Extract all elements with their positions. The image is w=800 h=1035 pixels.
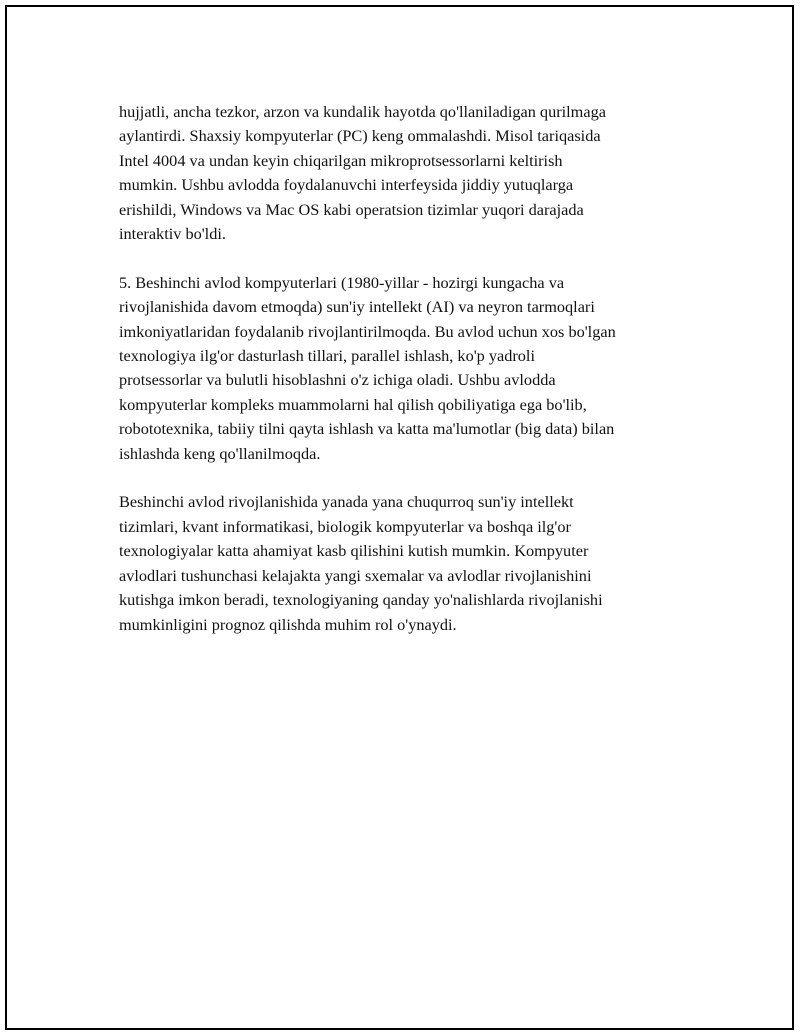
document-body [119, 100, 709, 661]
paragraph-fifth-generation: 5. Beshinchi avlod kompyuterlari (1980-yillar - hozirgi kungacha va rivojlanishida davom etmoqda) sun'iy intellekt (AI) va neyron tarmoqlari imkoniyatlaridan foydalanib rivojlantirilmoqda. Bu avlod uchun xos bo'lgan texnologiya ilg'or dasturlash tillari, parallel ishlash, ko'p yadroli protsessorlar va bulutli hisoblashni o'z ichiga oladi. Ushbu avlodda kompyuterlar kompleks muammolarni hal qilish qobiliyatiga ega bo'lib, robototexnika, tabiiy tilni qayta ishlash va katta ma'lumotlar (big data) bilan ishlashda keng qo'llanilmoqda. [119, 272, 616, 463]
paragraph-future-outlook: Beshinchi avlod rivojlanishida yanada yana chuqurroq sun'iy intellekt tizimlari, kvant informatikasi, biologik kompyuterlar va boshqa ilg'or texnologiyalar katta ahamiyat kasb qilishini kutish mumkin. Kompyuter avlodlari tushunchasi kelajakta yangi sxemalar va avlodlar rivojlanishini kutishga imkon beradi, texnologiyaning qanday yo'nalishlarda rivojlanishi mumkinligini prognoz qilishda muhim rol o'ynaydi. [119, 492, 603, 634]
paragraph-pc-generation: hujjatli, ancha tezkor, arzon va kundalik hayotda qo'llaniladigan qurilmaga aylantirdi. Shaxsiy kompyuterlar (PC) keng ommalashdi. Misol tariqasida Intel 4004 va undan keyin chiqarilgan mikroprotsessorlarni keltirish mumkin. Ushbu avlodda foydalanuvchi interfeysida jiddiy yutuqlarga erishildi, Windows va Mac OS kabi operatsion tizimlar yuqori darajada interaktiv bo'ldi. [119, 102, 606, 244]
page-frame [5, 5, 794, 1030]
